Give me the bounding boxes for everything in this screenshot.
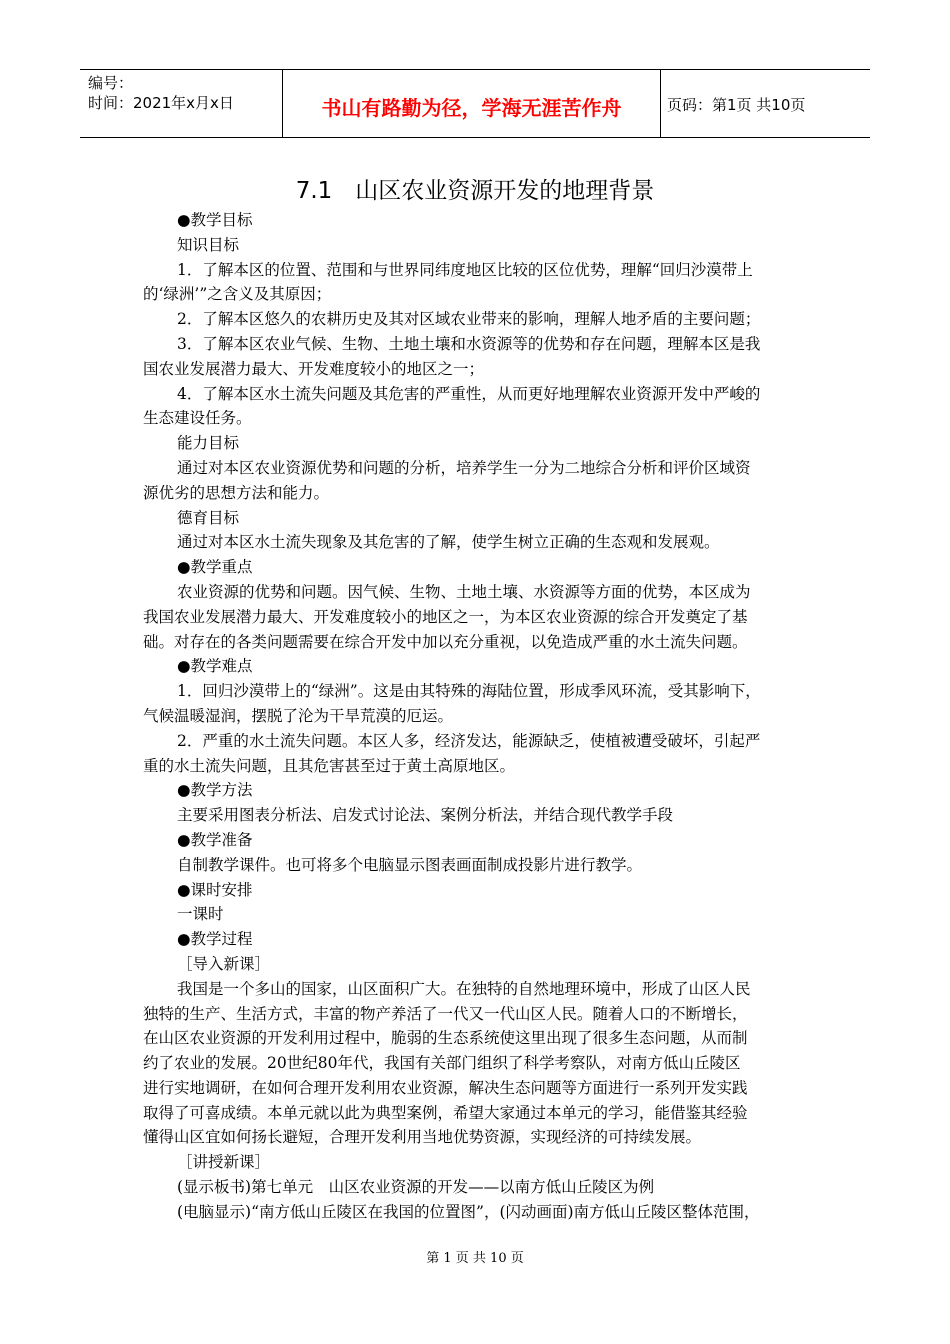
body-line: 通过对本区农业资源优势和问题的分析，培养学生一分为二地综合分析和评价区域资 <box>177 458 751 477</box>
header-motto: 书山有路勤为径，学海无涯苦作舟 <box>321 96 622 120</box>
body-line: 懂得山区宜如何扬长避短，合理开发利用当地优势资源，实现经济的可持续发展。 <box>143 1128 702 1147</box>
body-line: 我国农业发展潜力最大、开发难度较小的地区之一，为本区农业资源的综合开发奠定了基 <box>143 607 748 626</box>
body-line: 约了农业的发展。20世纪80年代，我国有关部门组织了科学考察队，对南方低山丘陵区 <box>143 1054 741 1073</box>
body-line: 1．了解本区的位置、范围和与世界同纬度地区比较的区位优势，理解“回归沙漠带上 <box>177 260 753 279</box>
body-line: 础。对存在的各类问题需要在综合开发中加以充分重视，以免造成严重的水土流失问题。 <box>143 632 748 651</box>
header-meta-cell <box>80 70 283 137</box>
body-line: 通过对本区水土流失现象及其危害的了解，使学生树立正确的生态观和发展观。 <box>177 533 720 552</box>
body-line: 取得了可喜成绩。本单元就以此为典型案例，希望大家通过本单元的学习，能借鉴其经验 <box>143 1103 748 1122</box>
document-number-label: 编号： <box>88 74 134 92</box>
body-line: ●教学重点 <box>177 558 253 577</box>
body-line: 自制教学课件。也可将多个电脑显示图表画面制成投影片进行教学。 <box>177 855 643 874</box>
header-page-info: 页码：第1页 共10页 <box>667 96 806 114</box>
body-line: 的‘绿洲’”之含义及其原因； <box>143 285 332 304</box>
header-page-cell <box>661 70 870 137</box>
body-line: 进行实地调研，在如何合理开发利用农业资源，解决生态问题等方面进行一系列开发实践 <box>143 1078 748 1097</box>
document-body <box>143 208 823 1225</box>
body-line: 在山区农业资源的开发利用过程中，脆弱的生态系统使这里出现了很多生态问题，从而制 <box>143 1029 748 1048</box>
body-line: 气候温暖湿润，摆脱了沦为干旱荒漠的厄运。 <box>143 706 454 725</box>
body-line: ●教学过程 <box>177 930 253 949</box>
body-line: 源优劣的思想方法和能力。 <box>143 483 330 502</box>
body-line: ●教学方法 <box>177 781 253 800</box>
page-footer: 第 1 页 共 10 页 <box>426 1251 524 1266</box>
body-line: 德育目标 <box>177 508 240 527</box>
body-line: 独特的生产、生活方式，丰富的物产养活了一代又一代山区人民。随着人口的不断增长， <box>143 1004 748 1023</box>
body-line: 1．回归沙漠带上的“绿洲”。这是由其特殊的海陆位置，形成季风环流，受其影响下， <box>177 682 761 701</box>
body-line: 生态建设任务。 <box>143 409 252 428</box>
body-line: ●教学目标 <box>177 211 253 229</box>
body-line: ［导入新课］ <box>177 954 271 973</box>
body-line: 4．了解本区水土流失问题及其危害的严重性，从而更好地理解农业资源开发中严峻的 <box>177 384 761 403</box>
body-line: (显示板书)第七单元 山区农业资源的开发——以南方低山丘陵区为例 <box>177 1178 655 1197</box>
body-line: 农业资源的优势和问题。因气候、生物、土地土壤、水资源等方面的优势，本区成为 <box>177 582 751 601</box>
header-motto-cell <box>283 70 661 137</box>
body-line: ●教学难点 <box>177 657 253 676</box>
body-line: 2．了解本区悠久的农耕历史及其对区域农业带来的影响，理解人地矛盾的主要问题； <box>177 310 761 329</box>
body-line: 一课时 <box>177 905 224 924</box>
body-line: 国农业发展潜力最大、开发难度较小的地区之一； <box>143 359 485 378</box>
body-line: ●教学准备 <box>177 830 253 849</box>
body-line: 主要采用图表分析法、启发式讨论法、案例分析法，并结合现代教学手段 <box>177 806 674 825</box>
body-line: 重的水土流失问题，且其危害甚至过于黄土高原地区。 <box>143 756 516 775</box>
body-line: 知识目标 <box>177 235 240 254</box>
body-line: (电脑显示)“南方低山丘陵区在我国的位置图”，(闪动画面)南方低山丘陵区整体范围， <box>177 1202 760 1221</box>
document-title: 7.1 山区农业资源开发的地理背景 <box>295 178 655 204</box>
body-line: 我国是一个多山的国家，山区面积广大。在独特的自然地理环境中，形成了山区人民 <box>177 979 751 998</box>
body-line: 能力目标 <box>177 434 240 453</box>
body-line: 2．严重的水土流失问题。本区人多，经济发达，能源缺乏，使植被遭受破坏，引起严 <box>177 731 761 750</box>
body-line: 3．了解本区农业气候、生物、土地土壤和水资源等的优势和存在问题，理解本区是我 <box>177 334 761 353</box>
body-line: ●课时安排 <box>177 880 253 899</box>
document-date-label: 时间：2021年x月x日 <box>88 94 234 112</box>
body-line: ［讲授新课］ <box>177 1153 271 1172</box>
page-header <box>80 69 870 138</box>
